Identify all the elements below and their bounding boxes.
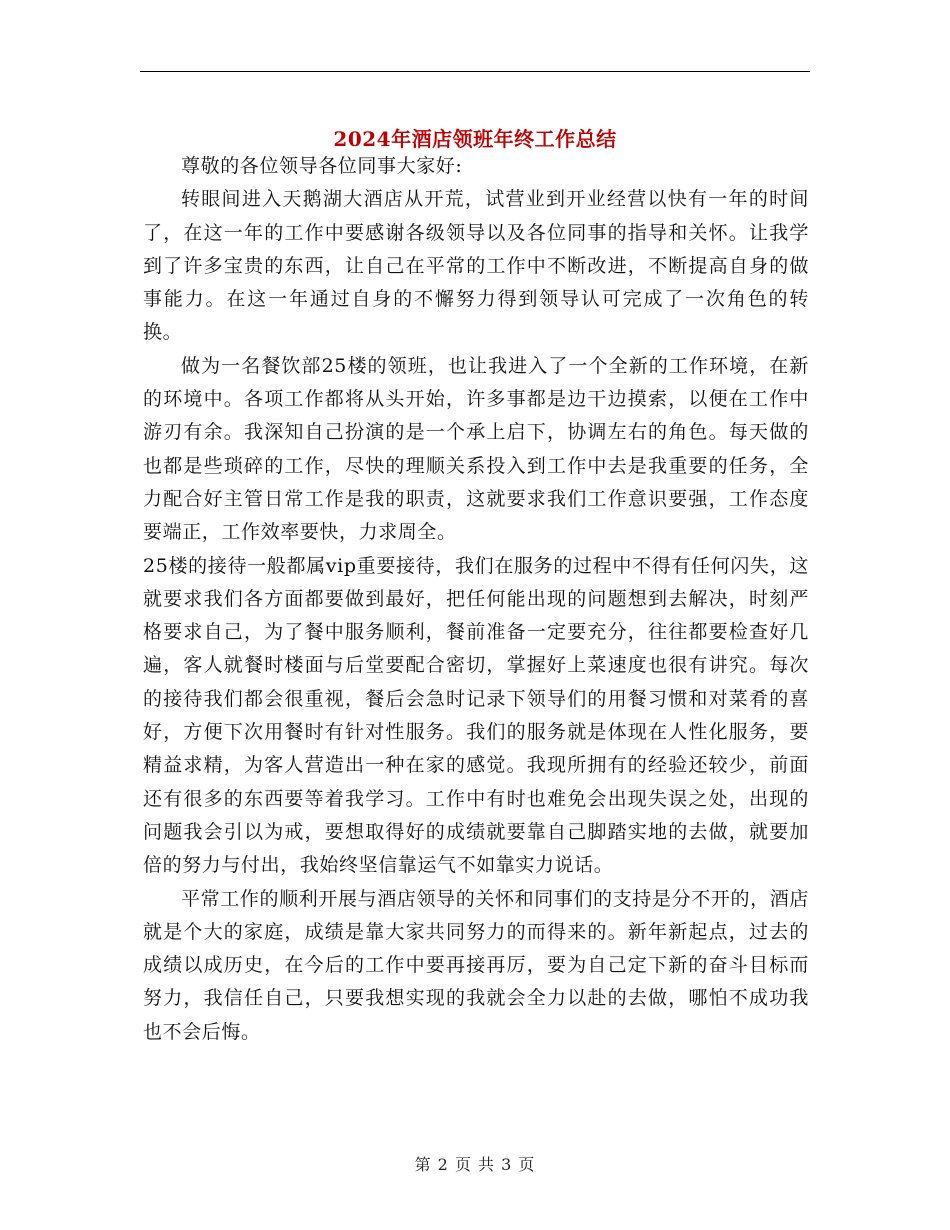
page-number: 第 2 页 共 3 页 <box>414 1155 536 1174</box>
intro-paragraph: 转眼间进入天鹅湖大酒店从开荒，试营业到开业经营以快有一年的时间了，在这一年的工作中要感谢各级领导以及各位同事的指导和关怀。让我学到了许多宝贵的东西，让自己在平常的工作中不断改进，不断提高自身的做事能力。在这一年通过自身的不懈努力得到领导认可完成了一次角色的转换。 <box>143 188 809 344</box>
header-rule <box>140 71 810 72</box>
role-paragraph: 做为一名餐饮部25楼的领班，也让我进入了一个全新的工作环境，在新的环境中。各项工作都将从头开始，许多事都是边干边摸索，以便在工作中游刃有余。我深知自己扮演的是一个承上启下，协调左右的角色。每天做的也都是些琐碎的工作，尽快的理顺关系投入到工作中去是我重要的任务，全力配合好主管日常工作是我的职责，这就要求我们工作意识要强，工作态度要端正，工作效率要快，力求周全。 <box>143 354 809 544</box>
salutation-paragraph: 尊敬的各位领导各位同事大家好: <box>181 155 463 177</box>
document-body <box>143 150 809 1049</box>
closing-paragraph: 平常工作的顺利开展与酒店领导的关怀和同事们的支持是分不开的，酒店就是个大的家庭，成绩是靠大家共同努力的而得来的。新年新起点，过去的成绩以成历史，在今后的工作中要再接再厉，要为自己定下新的奋斗目标而努力，我信任自己，只要我想实现的我就会全力以赴的去做，哪怕不成功我也不会后悔。 <box>143 887 809 1043</box>
document-title: 2024年酒店领班年终工作总结 <box>333 127 617 152</box>
service-paragraph: 25楼的接待一般都属vip重要接待，我们在服务的过程中不得有任何闪失，这就要求我们各方面都要做到最好，把任何能出现的问题想到去解决，时刻严格要求自己，为了餐中服务顺利，餐前准备一定要充分，往往都要检查好几遍，客人就餐时楼面与后堂要配合密切，掌握好上菜速度也很有讲究。每次的接待我们都会很重视，餐后会急时记录下领导们的用餐习惯和对菜肴的喜好，方便下次用餐时有针对性服务。我们的服务就是体现在人性化服务，要精益求精，为客人营造出一种在家的感觉。我现所拥有的经验还较少，前面还有很多的东西要等着我学习。工作中有时也难免会出现失误之处，出现的问题我会引以为戒，要想取得好的成绩就要靠自己脚踏实地的去做，就要加倍的努力与付出，我始终坚信靠运气不如靠实力说话。 <box>143 554 809 877</box>
